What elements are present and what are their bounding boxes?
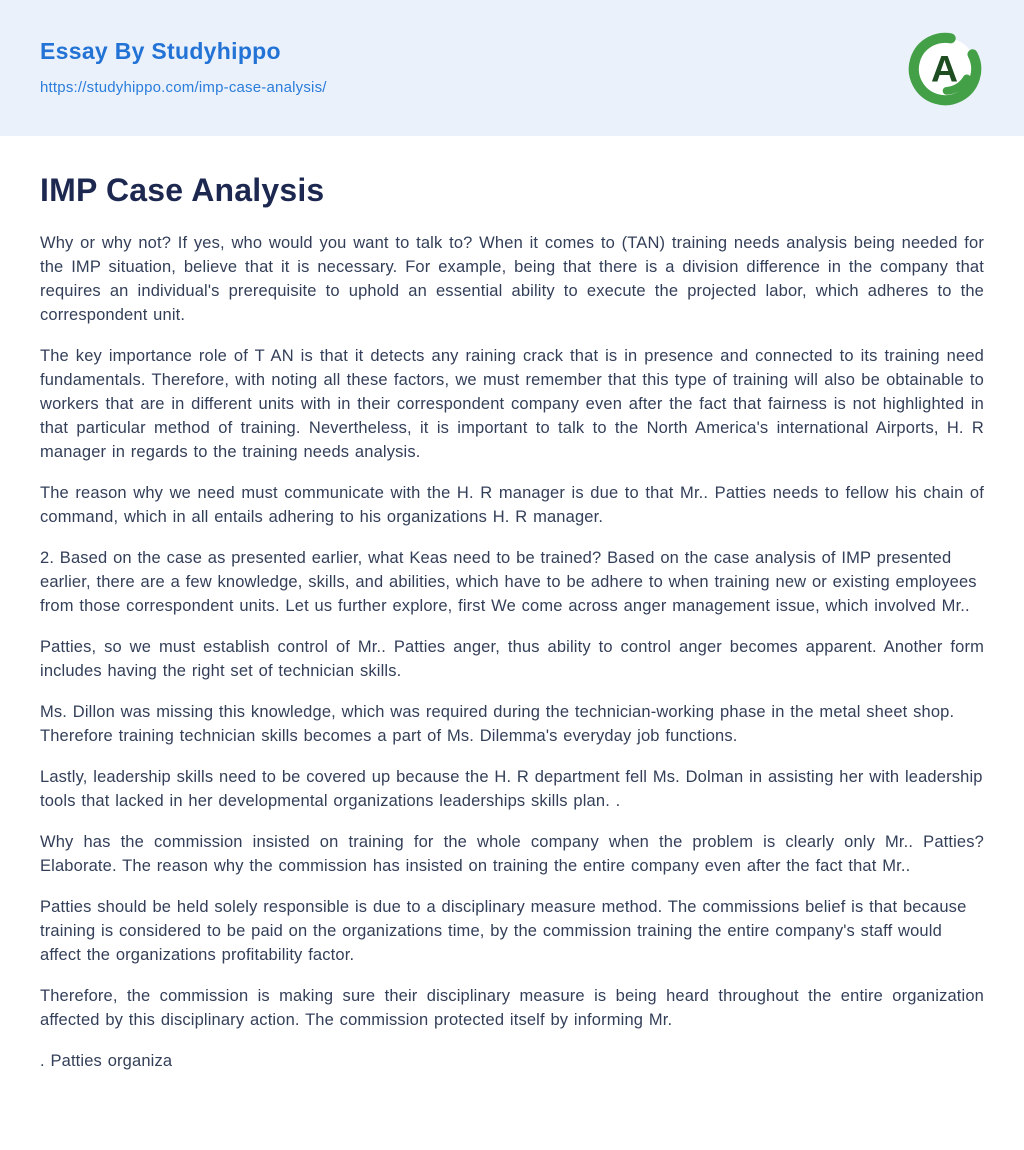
essay-paragraph-2: The key importance role of T AN is that it detects any raining crack that is in presence and connected to its training need fundamentals. Therefore, with noting all these factors, we must remember that this type of training will also be obtainable to workers that are in different units with in their correspondent company even after the fact that fairness is not highlighted in that particular method of training. Nevertheless, it is important to talk to the North America's international Airports, H. R manager in regards to the training needs analysis. [40,347,984,461]
essay-paragraph-10: Therefore, the commission is making sure their disciplinary measure is being heard throughout the entire organization affected by this disciplinary action. The commission protected itself by informing Mr. [40,987,984,1029]
essay-paragraph-8: Why has the commission insisted on training for the whole company when the problem is clearly only Mr.. Patties? Elaborate. The reason why the commission has insisted on training the entire company even after the fact that Mr.. [40,833,984,875]
logo-letter: A [930,47,958,90]
header-text-block [40,30,327,96]
essay-content [0,136,1024,1150]
studyhippo-logo-icon [906,30,984,108]
essay-title: IMP Case Analysis [40,172,325,208]
essay-paragraph-6: Ms. Dillon was missing this knowledge, which was required during the technician-working phase in the metal sheet shop. Therefore training technician skills becomes a part of Ms. Dilemma's everyday job functions. [40,703,955,745]
essay-paragraph-9: Patties should be held solely responsible is due to a disciplinary measure method. The commissions belief is that because training is considered to be paid on the organizations time, by the commission training the entire company's staff would affect the organizations profitability factor. [40,898,967,964]
essay-paragraph-11: . Patties organiza [40,1052,173,1070]
site-header [0,0,1024,136]
essay-paragraph-4: 2. Based on the case as presented earlier, what Keas need to be trained? Based on the case analysis of IMP presented earlier, there are a few knowledge, skills, and abilities, which have to be adhere to when training new or existing employees from those correspondent units. Let us further explore, first We come across anger management issue, which involved Mr.. [40,549,977,615]
essay-paragraph-7: Lastly, leadership skills need to be covered up because the H. R department fell Ms. Dolman in assisting her with leadership tools that lacked in her developmental organizations leaderships skills plan. . [40,768,983,810]
site-title: Essay By Studyhippo [40,38,281,64]
source-url-link[interactable]: https://studyhippo.com/imp-case-analysis/ [40,79,327,96]
essay-paragraph-3: The reason why we need must communicate with the H. R manager is due to that Mr.. Patties needs to fellow his chain of command, which in all entails adhering to his organizations H. R manager. [40,484,984,526]
essay-paragraph-1: Why or why not? If yes, who would you want to talk to? When it comes to (TAN) training needs analysis being needed for the IMP situation, believe that it is necessary. For example, being that there is a division difference in the company that requires an individual's prerequisite to uphold an essential ability to execute the projected labor, which adheres to the correspondent unit. [40,234,984,324]
essay-paragraph-5: Patties, so we must establish control of Mr.. Patties anger, thus ability to control anger becomes apparent. Another form includes having the right set of technician skills. [40,638,984,680]
logo-svg [906,30,984,108]
